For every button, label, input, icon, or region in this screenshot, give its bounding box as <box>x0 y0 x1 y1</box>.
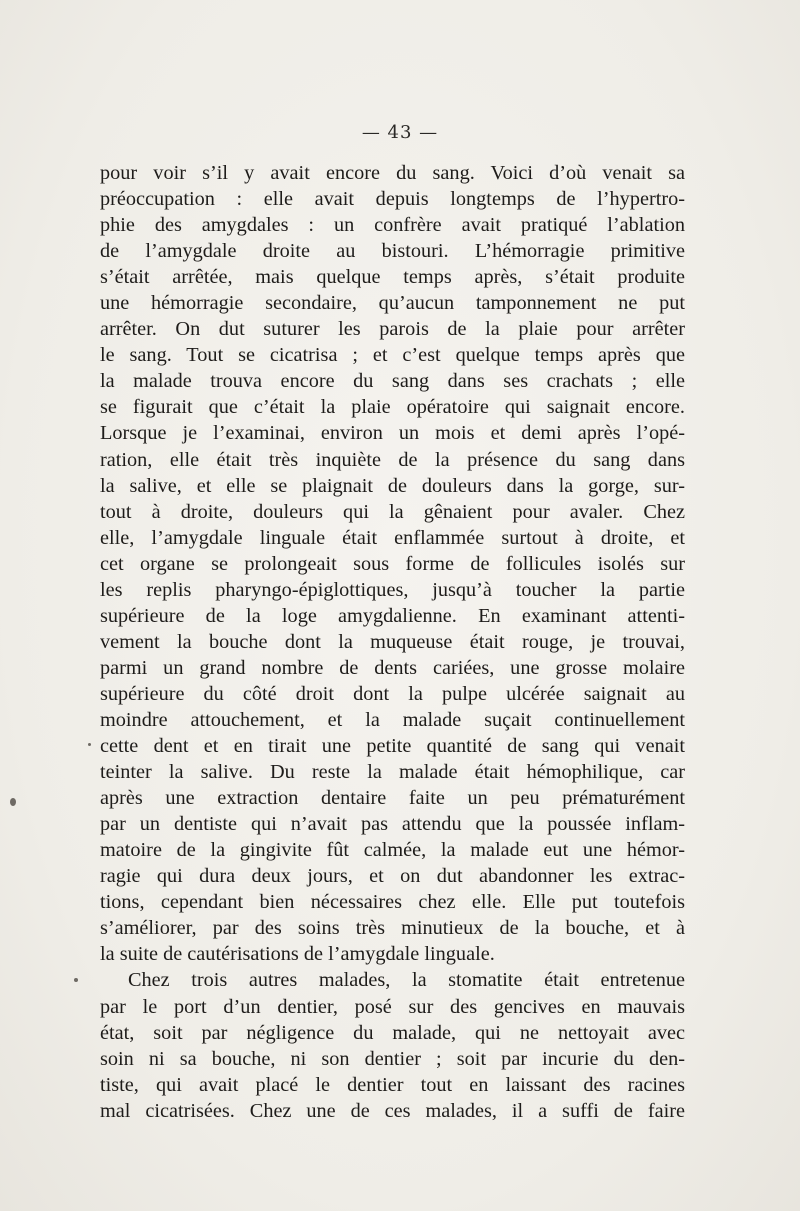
text-line: par le port d’un dentier, posé sur des gencives en mauvais <box>100 995 685 1018</box>
text-line: la suite de cautérisations de l’amygdale linguale. <box>100 943 495 966</box>
text-line: ragie qui dura deux jours, et on dut abandonner les extrac- <box>100 865 685 888</box>
text-line: tions, cependant bien nécessaires chez elle. Elle put toutefois <box>100 891 685 914</box>
text-line: tout à droite, douleurs qui la gênaient pour avaler. Chez <box>100 500 685 523</box>
text-line: la salive, et elle se plaignait de douleurs dans la gorge, sur- <box>100 474 685 497</box>
text-line: Chez trois autres malades, la stomatite était entretenue <box>128 969 685 992</box>
text-line: par un dentiste qui n’avait pas attendu que la poussée inflam- <box>100 813 685 836</box>
text-line: soin ni sa bouche, ni son dentier ; soit par incurie du den- <box>100 1047 685 1070</box>
ink-speck <box>74 978 78 982</box>
text-line: ration, elle était très inquiète de la présence du sang dans <box>100 448 685 471</box>
text-line: après une extraction dentaire faite un peu prématurément <box>100 787 685 810</box>
text-line: état, soit par négligence du malade, qui ne nettoyait avec <box>100 1021 685 1044</box>
text-line: une hémorragie secondaire, qu’aucun tamponnement ne put <box>100 292 685 315</box>
text-line: moindre attouchement, et la malade suçait continuellement <box>100 708 685 731</box>
text-line: Lorsque je l’examinai, environ un mois et demi après l’opé- <box>100 422 685 445</box>
text-line: supérieure du côté droit dont la pulpe ulcérée saignait au <box>100 682 685 705</box>
text-line: se figurait que c’était la plaie opératoire qui saignait encore. <box>100 396 685 419</box>
text-line: pour voir s’il y avait encore du sang. Voici d’où venait sa <box>100 162 685 184</box>
text-line: phie des amygdales : un confrère avait pratiqué l’ablation <box>100 214 685 237</box>
text-line: les replis pharyngo-épiglottiques, jusqu’à toucher la partie <box>100 578 685 601</box>
text-line: la malade trouva encore du sang dans ses crachats ; elle <box>100 370 685 393</box>
text-line: tiste, qui avait placé le dentier tout en laissant des racines <box>100 1073 685 1096</box>
page-number: — 43 — <box>361 122 439 143</box>
text-line: vement la bouche dont la muqueuse était rouge, je trouvai, <box>100 630 685 653</box>
text-line: préoccupation : elle avait depuis longtemps de l’hypertro- <box>100 188 685 211</box>
text-line: arrêter. On dut suturer les parois de la plaie pour arrêter <box>100 318 685 341</box>
ink-speck <box>88 743 91 746</box>
text-line: mal cicatrisées. Chez une de ces malades, il a suffi de faire <box>100 1099 685 1122</box>
text-line: s’était arrêtée, mais quelque temps après, s’était produite <box>100 266 685 289</box>
text-line: elle, l’amygdale linguale était enflammée surtout à droite, et <box>100 526 685 549</box>
text-line: parmi un grand nombre de dents cariées, une grosse molaire <box>100 656 685 679</box>
text-line: cette dent et en tirait une petite quantité de sang qui venait <box>100 735 685 758</box>
text-line: supérieure de la loge amygdalienne. En examinant attenti- <box>100 604 685 627</box>
text-line: s’améliorer, par des soins très minutieux de la bouche, et à <box>100 917 685 940</box>
body-text <box>100 160 685 1124</box>
ink-speck <box>10 798 16 806</box>
text-line: teinter la salive. Du reste la malade était hémophilique, car <box>100 761 685 784</box>
text-line: cet organe se prolongeait sous forme de follicules isolés sur <box>100 552 685 575</box>
text-line: de l’amygdale droite au bistouri. L’hémorragie primitive <box>100 240 685 263</box>
text-line: matoire de la gingivite fût calmée, la malade eut une hémor- <box>100 839 685 862</box>
text-line: le sang. Tout se cicatrisa ; et c’est quelque temps après que <box>100 344 685 367</box>
